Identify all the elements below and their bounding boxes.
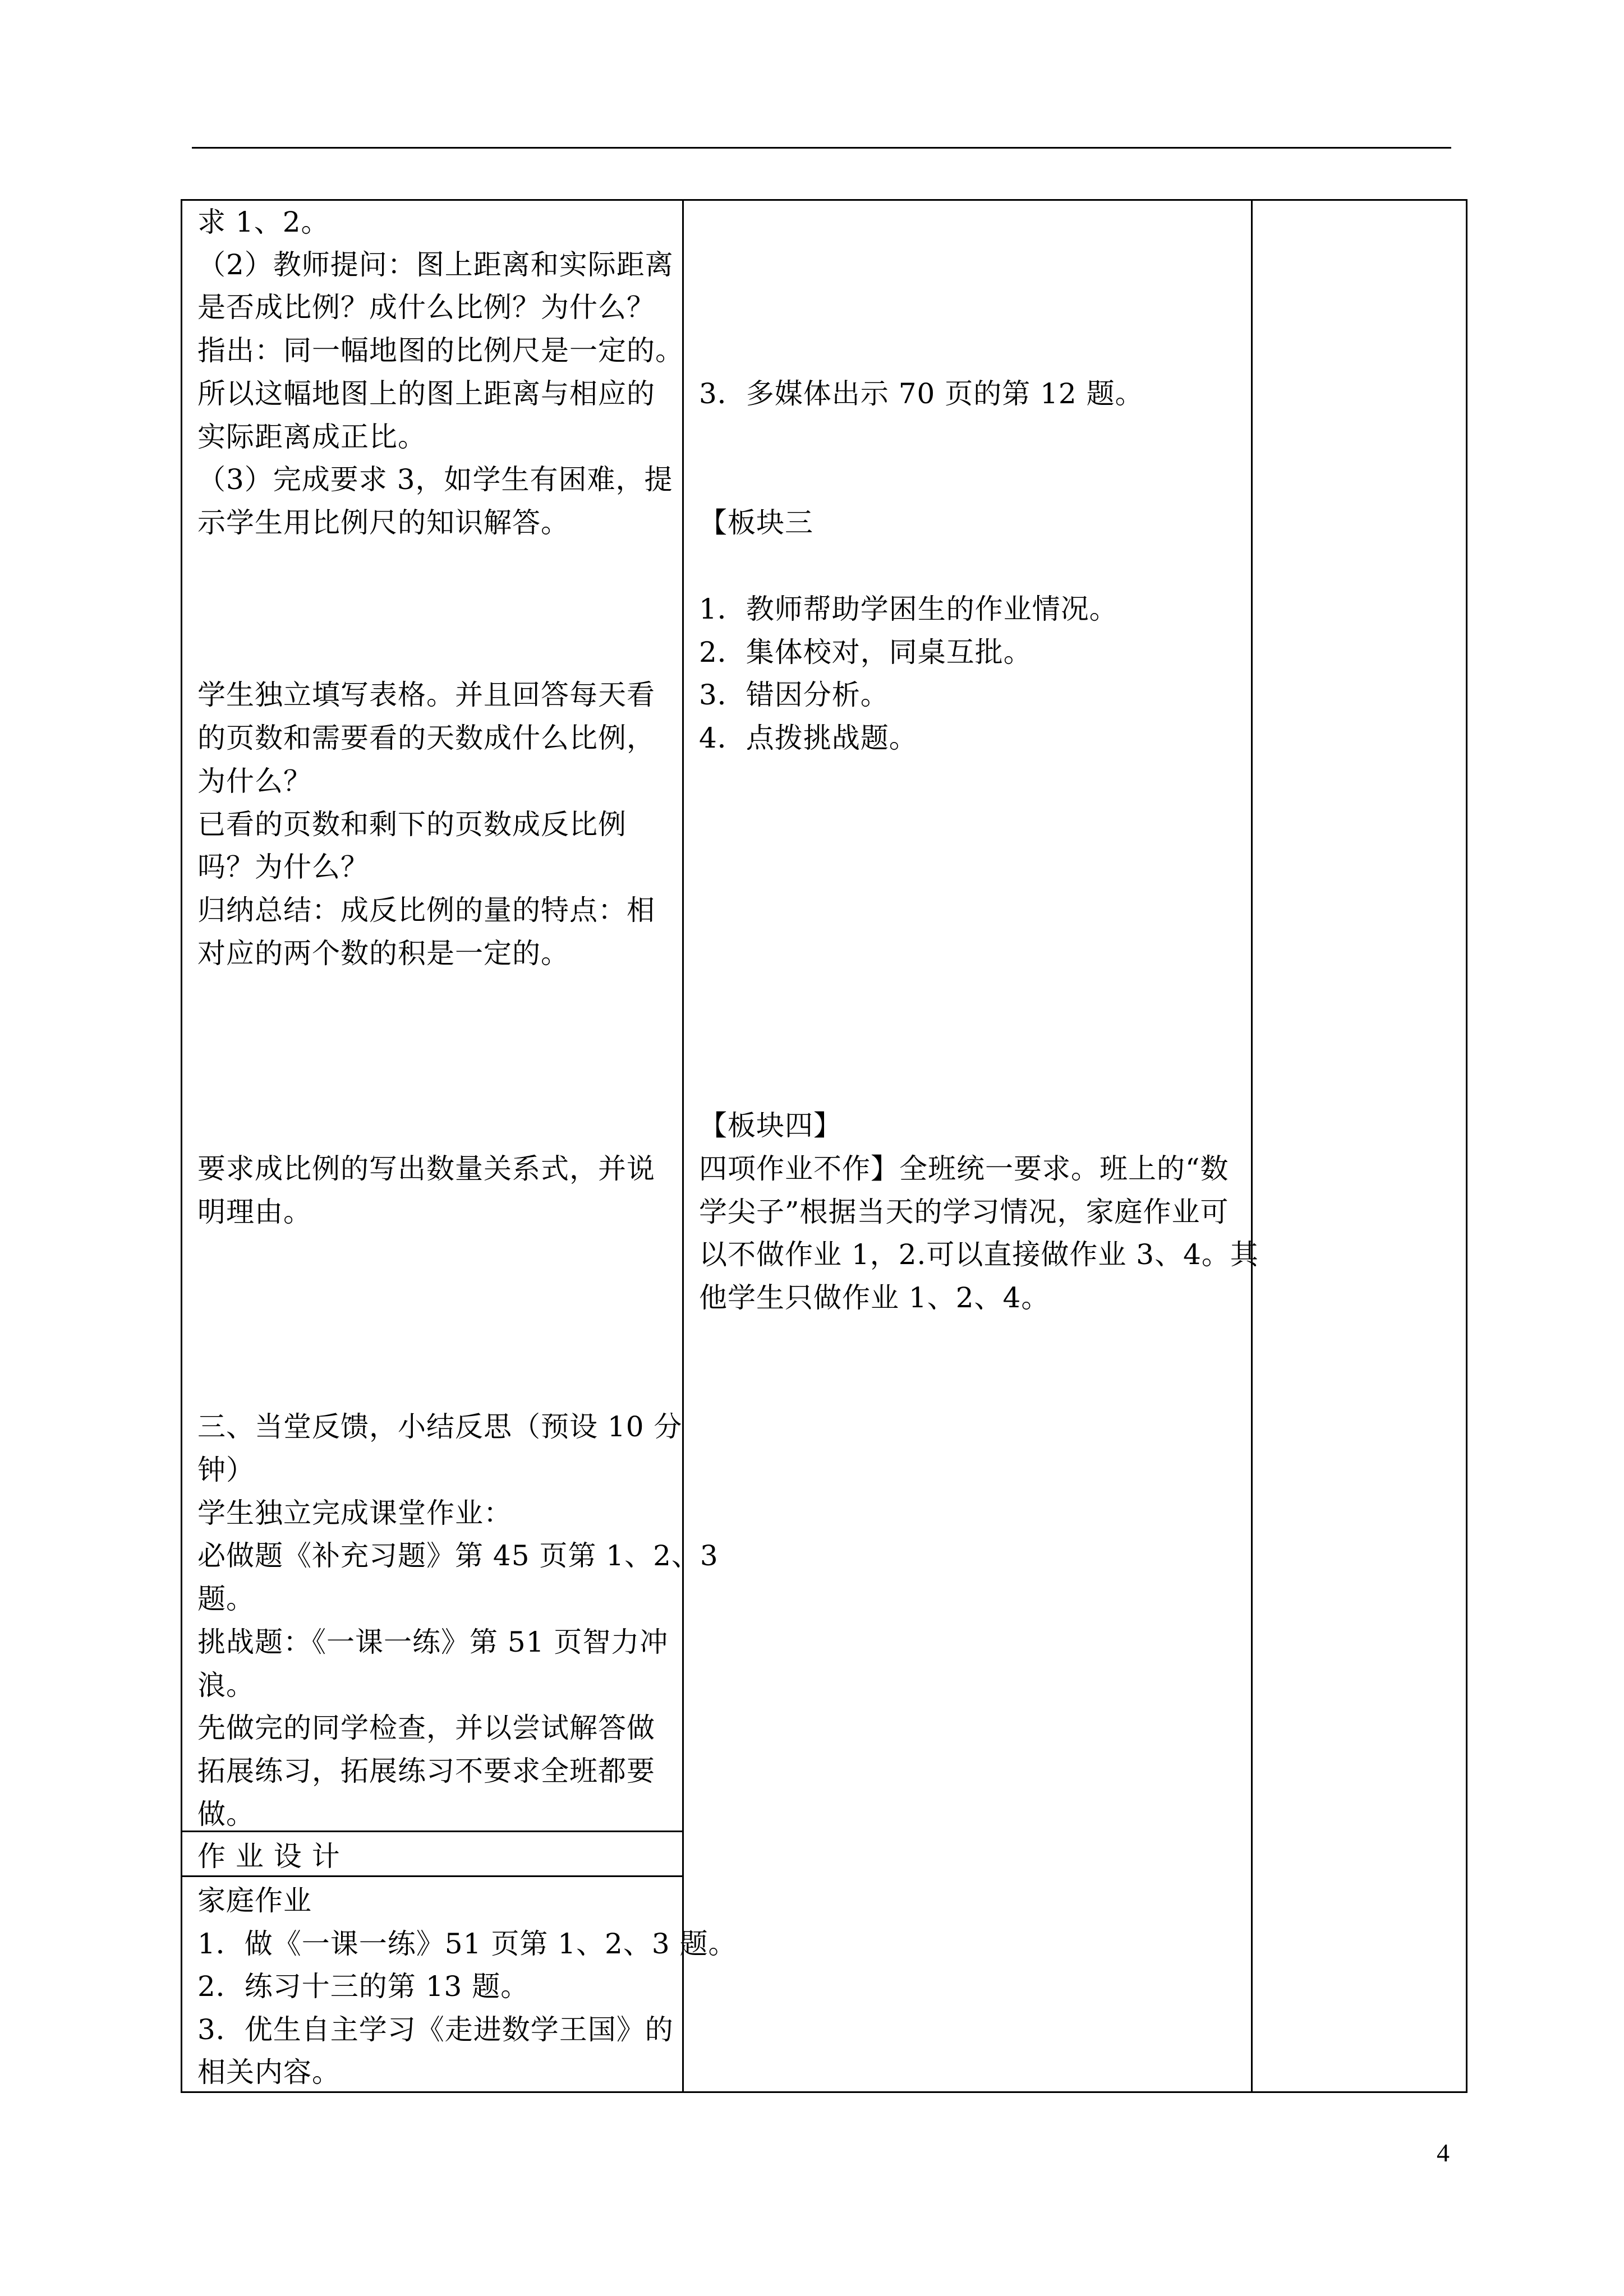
left-text-line: 吗？为什么？ <box>197 851 369 883</box>
left-text-line: 是否成比例？成什么比例？为什么？ <box>197 291 655 324</box>
block3-line: 2．集体校对，同桌互批。 <box>699 636 1032 668</box>
left-text-line: 浪。 <box>197 1669 255 1702</box>
left-text-line: 所以这幅地图上的图上距离与相应的 <box>197 377 655 410</box>
block4-label: 【板块四】 <box>699 1109 842 1142</box>
homework-line: 家庭作业 <box>197 1884 312 1917</box>
left-text-line: 求 1、2。 <box>197 206 330 238</box>
left-text-line: 已看的页数和剩下的页数成反比例 <box>197 808 627 841</box>
left-text-line: 为什么？ <box>197 765 312 797</box>
homework-design-label: 作 业 设 计 <box>197 1840 341 1873</box>
left-text-line: 挑战题：《一课一练》第 51 页智力冲 <box>197 1626 669 1658</box>
block3-line: 3．错因分析。 <box>699 679 889 711</box>
left-text-line: 要求成比例的写出数量关系式，并说 <box>197 1152 655 1185</box>
left-text-line: 钟） <box>197 1454 255 1486</box>
left-text-line: 做。 <box>197 1798 255 1831</box>
homework-line: 相关内容。 <box>197 2056 341 2088</box>
page-number: 4 <box>1437 2138 1450 2167</box>
left-text-line: 必做题《补充习题》第 45 页第 1、2、3 <box>197 1539 719 1572</box>
left-text-line: （3）完成要求 3，如学生有困难，提 <box>197 463 673 496</box>
left-text-line: 拓展练习，拓展练习不要求全班都要 <box>197 1755 655 1787</box>
left-text-line: 示学生用比例尺的知识解答。 <box>197 506 569 539</box>
homework-line: 3．优生自主学习《走进数学王国》的 <box>197 2013 674 2046</box>
block3-line: 1．教师帮助学困生的作业情况。 <box>699 593 1118 625</box>
left-text-line: 题。 <box>197 1583 255 1615</box>
middle-item-3: 3．多媒体出示 70 页的第 12 题。 <box>699 377 1144 410</box>
left-text-line: 归纳总结：成反比例的量的特点：相 <box>197 894 655 926</box>
left-text-line: 指出：同一幅地图的比例尺是一定的。 <box>197 334 684 367</box>
block3-label: 【板块三 <box>699 506 813 539</box>
block4-line: 四项作业不作】全班统一要求。班上的“数 <box>699 1152 1229 1185</box>
left-text-line: 明理由。 <box>197 1196 312 1228</box>
left-text-line: 学生独立填写表格。并且回答每天看 <box>197 679 655 711</box>
column-divider-1 <box>682 199 684 2093</box>
header-rule <box>192 147 1451 149</box>
homework-line: 1．做《一课一练》51 页第 1、2、3 题。 <box>197 1928 737 1960</box>
left-text-line: 实际距离成正比。 <box>197 421 426 453</box>
block4-line: 学尖子”根据当天的学习情况，家庭作业可 <box>699 1196 1229 1228</box>
homework-line: 2．练习十三的第 13 题。 <box>197 1970 530 2003</box>
left-text-line: 先做完的同学检查，并以尝试解答做 <box>197 1712 655 1744</box>
block3-line: 4．点拨挑战题。 <box>699 722 918 754</box>
left-text-line: 对应的两个数的积是一定的。 <box>197 937 569 970</box>
left-text-line: 学生独立完成课堂作业： <box>197 1497 512 1529</box>
column-divider-2 <box>1251 199 1253 2093</box>
row-divider-homework-top <box>181 1831 684 1832</box>
left-text-line: 三、当堂反馈，小结反思（预设 10 分 <box>197 1410 683 1443</box>
block4-line: 以不做作业 1，2.可以直接做作业 3、4。其 <box>699 1238 1259 1271</box>
block4-line: 他学生只做作业 1、2、4。 <box>699 1281 1050 1314</box>
left-text-line: （2）教师提问：图上距离和实际距离 <box>197 248 674 281</box>
left-text-line: 的页数和需要看的天数成什么比例， <box>197 722 655 754</box>
